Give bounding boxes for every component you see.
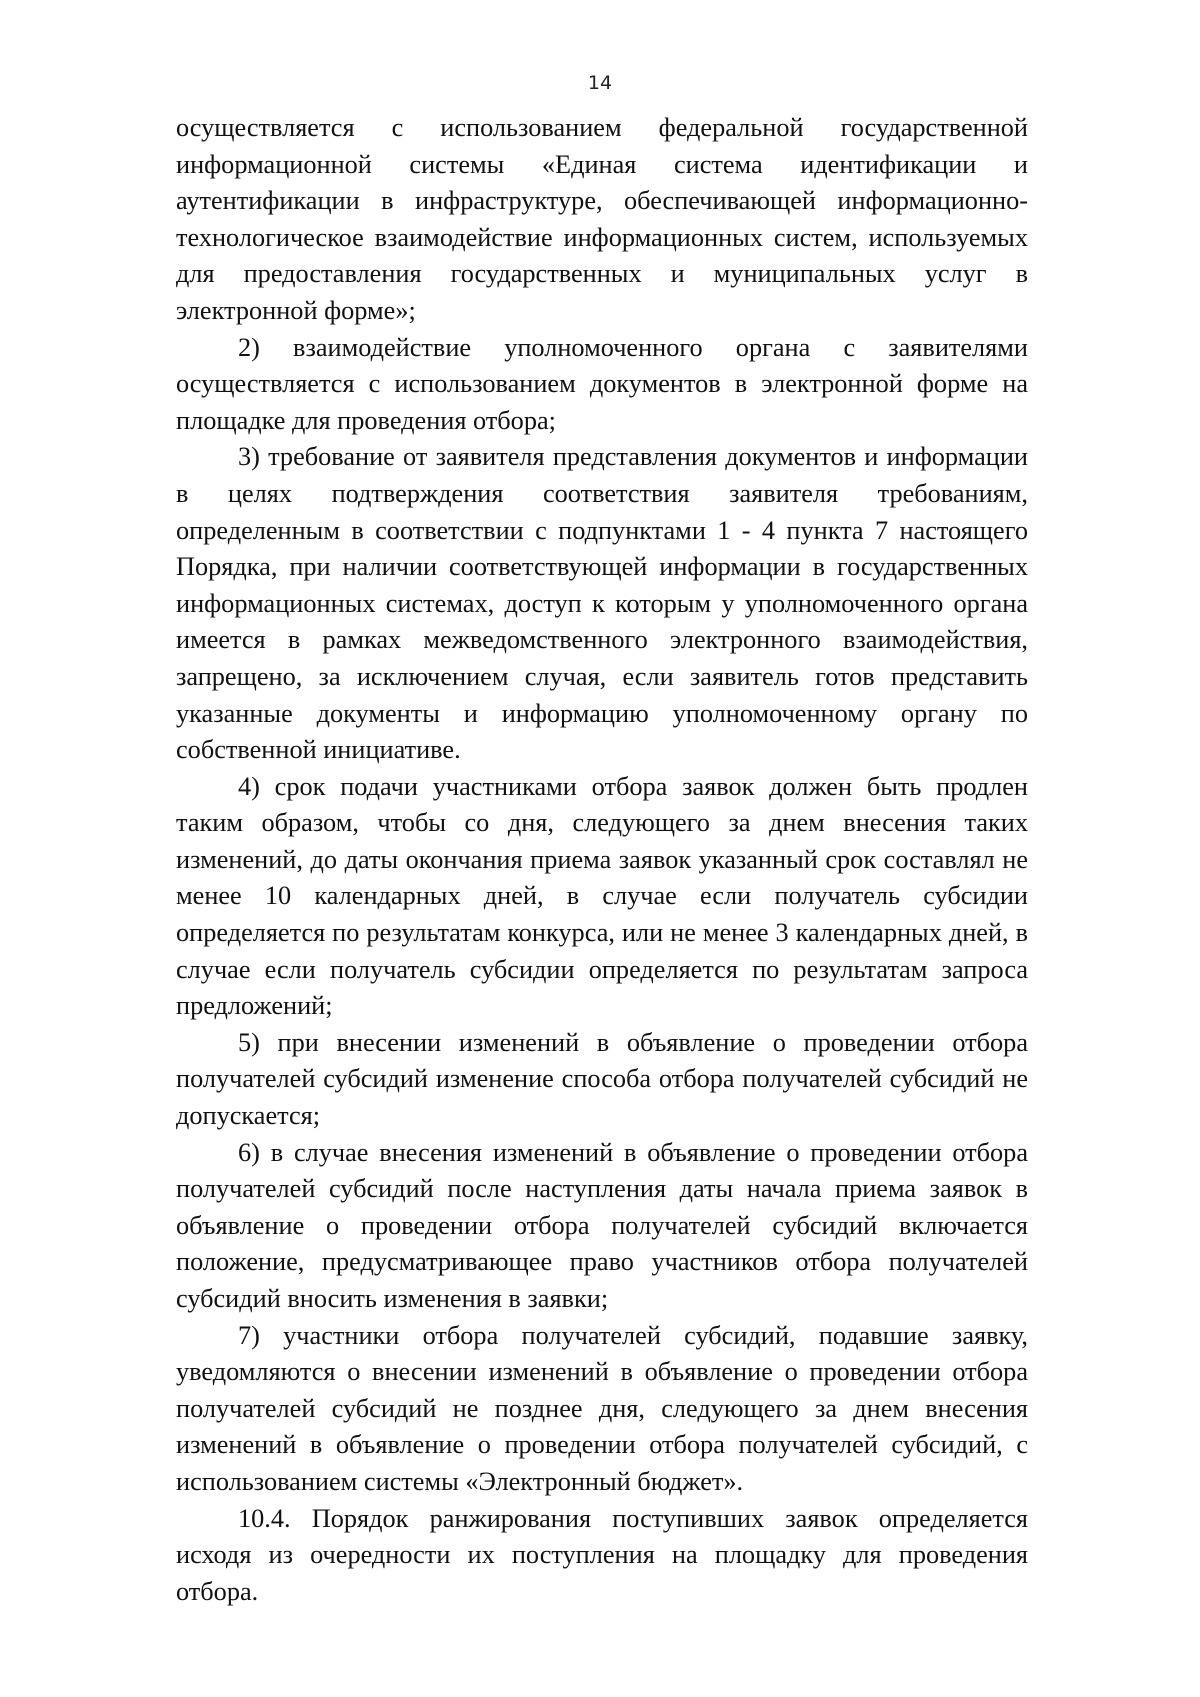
paragraph-item-4: 4) срок подачи участниками отбора заявок должен быть продлен таким образом, чтобы со дня, следующего за днем внесения таких изменений, до даты окончания приема заявок указанный срок составлял не менее 10 календарных дней, в случае если получатель субсидии определяется по результатам конкурса, или не менее 3 календарных дней, в случае если получатель субсидии определяется по результатам запроса предложений;	[176, 771, 1028, 1021]
paragraph-continuation: осуществляется с использованием федеральной государственной информационной системы «Единая система идентификации и аутентификации в инфраструктуре, обеспечивающей информационно-технологическое взаимодействие информационных систем, используемых для предоставления государственных и муниципальных услуг в электронной форме»;	[176, 113, 1028, 325]
paragraph-item-2: 2) взаимодействие уполномоченного органа с заявителями осуществляется с использованием документов в электронной форме на площадке для проведения отбора;	[176, 332, 1028, 435]
paragraph-item-6: 6) в случае внесения изменений в объявление о проведении отбора получателей субсидий после наступления даты начала приема заявок в объявление о проведении отбора получателей субсидий включается положение, предусматривающее право участников отбора получателей субсидий вносить изменения в заявки;	[176, 1137, 1028, 1313]
page-number: 14	[587, 72, 613, 94]
paragraph-item-3: 3) требование от заявителя представления документов и информации в целях подтверждения соответствия заявителя требованиям, определенным в соответствии с подпунктами 1 - 4 пункта 7 настоящего Порядка, при наличии соответствующей информации в государственных информационных системах, доступ к которым у уполномоченного органа имеется в рамках межведомственного электронного взаимодействия, запрещено, за исключением случая, если заявитель готов представить указанные документы и информацию уполномоченному органу по собственной инициативе.	[176, 442, 1028, 765]
document-body	[176, 110, 1028, 1610]
paragraph-section-10-4: 10.4. Порядок ранжирования поступивших заявок определяется исходя из очередности их поступления на площадку для проведения отбора.	[176, 1503, 1028, 1606]
paragraph-item-7: 7) участники отбора получателей субсидий, подавшие заявку, уведомляются о внесении изменений в объявление о проведении отбора получателей субсидий не позднее дня, следующего за днем внесения изменений в объявление о проведении отбора получателей субсидий, с использованием системы «Электронный бюджет».	[176, 1320, 1028, 1496]
paragraph-item-5: 5) при внесении изменений в объявление о проведении отбора получателей субсидий изменение способа отбора получателей субсидий не допускается;	[176, 1027, 1028, 1131]
